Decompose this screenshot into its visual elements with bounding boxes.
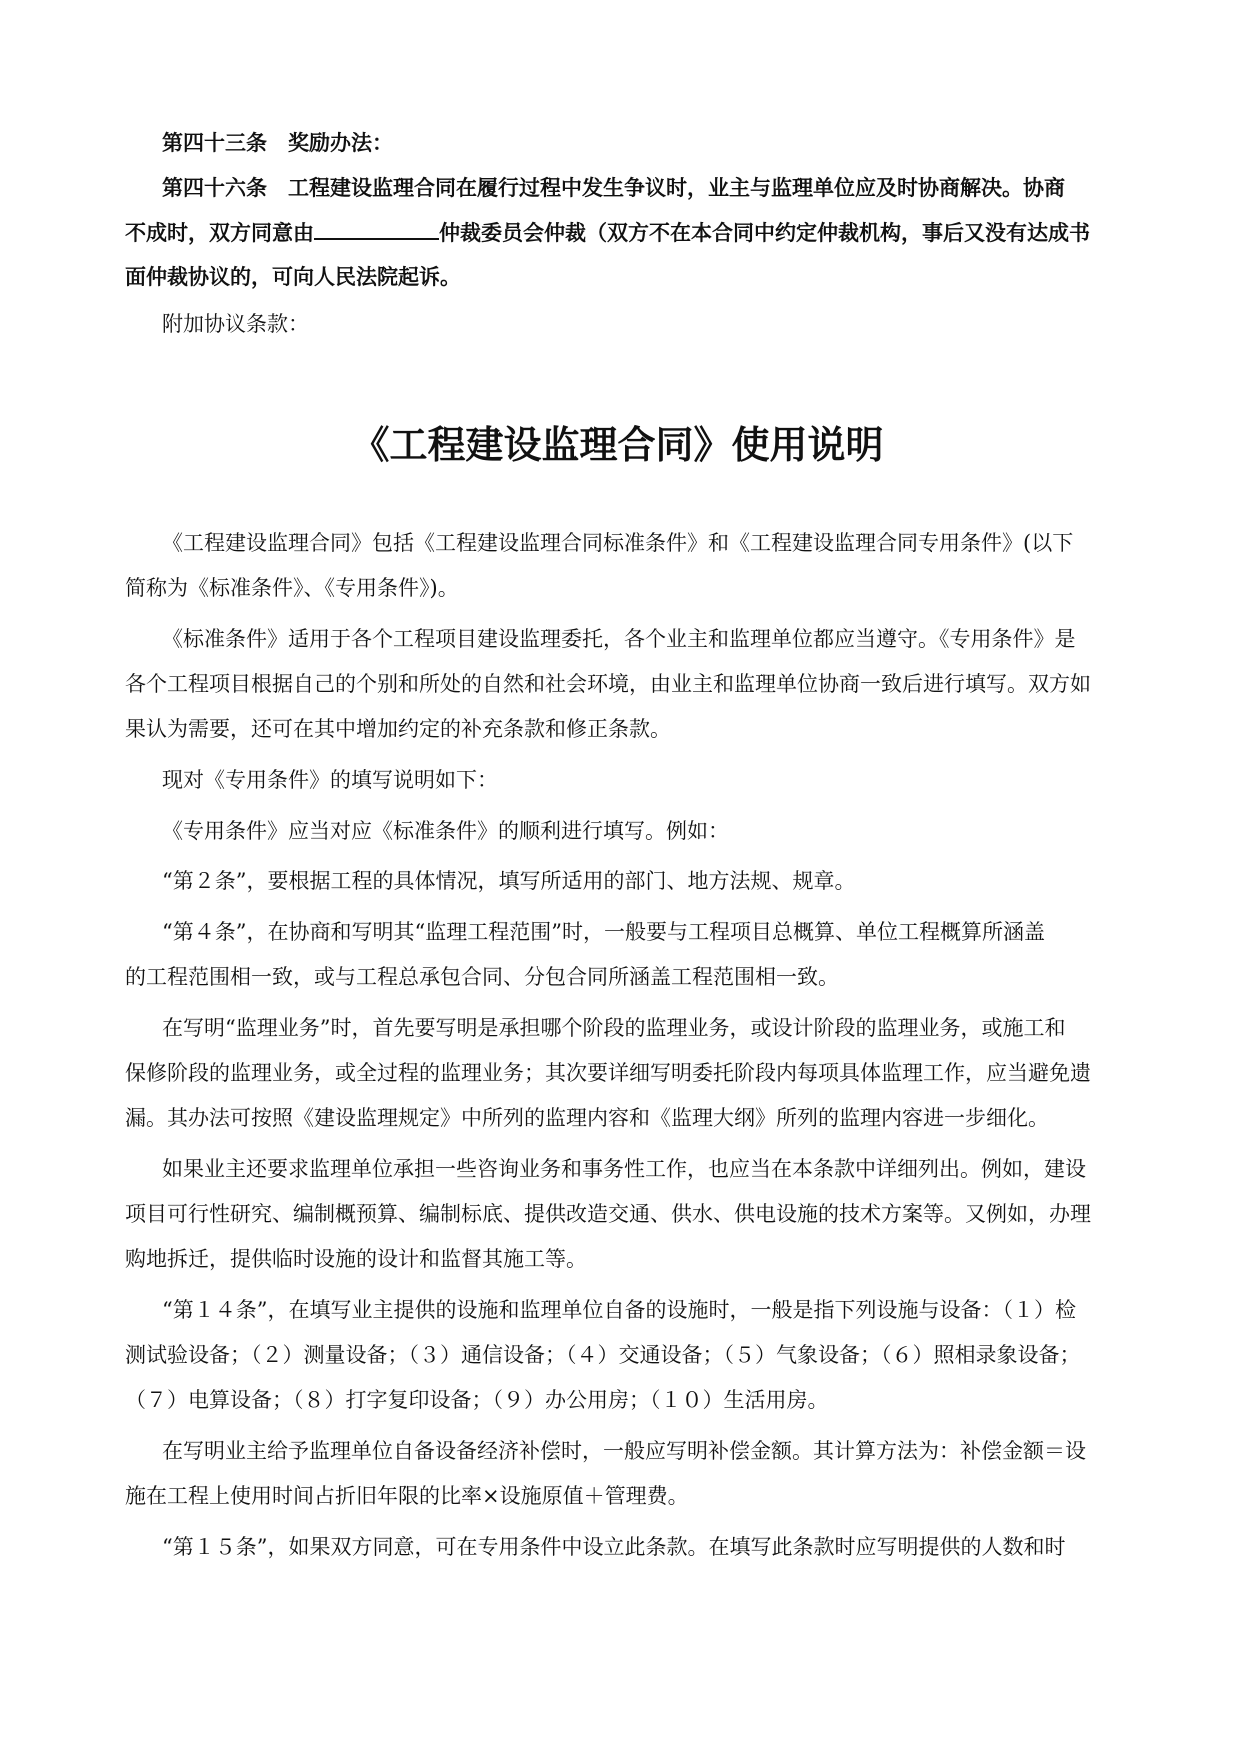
instruction-line: 简称为《标准条件》、《专用条件》)。 <box>125 576 459 600</box>
instruction-line: “第４条”，在协商和写明其“监理工程范围”时，一般要与工程项目总概算、单位工程概算所涵盖 <box>162 920 1045 944</box>
instruction-line: 测试验设备；（２）测量设备；（３）通信设备；（４）交通设备；（５）气象设备；（６）照相录象设备； <box>125 1343 1081 1367</box>
additional-terms: 附加协议条款： <box>162 312 309 336</box>
instructions-title: 《工程建设监理合同》使用说明 <box>351 423 884 467</box>
article-46-line-2-end: 仲裁委员会仲裁（双方不在本合同中约定仲裁机构，事后又没有达成书 <box>439 221 1090 245</box>
instruction-line: “第１５条”，如果双方同意，可在专用条件中设立此条款。在填写此条款时应写明提供的人数和时 <box>162 1535 1066 1559</box>
instruction-line: 在写明业主给予监理单位自备设备经济补偿时，一般应写明补偿金额。其计算方法为：补偿金额＝设 <box>162 1439 1086 1463</box>
instruction-line: 各个工程项目根据自己的个别和所处的自然和社会环境，由业主和监理单位协商一致后进行填写。双方如 <box>125 672 1091 696</box>
instruction-line: 漏。其办法可按照《建设监理规定》中所列的监理内容和《监理大纲》所列的监理内容进一步细化。 <box>125 1106 1049 1130</box>
instruction-line: 购地拆迁，提供临时设施的设计和监督其施工等。 <box>125 1247 587 1271</box>
instruction-line: 保修阶段的监理业务，或全过程的监理业务；其次要详细写明委托阶段内每项具体监理工作，应当避免遗 <box>125 1061 1091 1085</box>
instruction-line: 施在工程上使用时间占折旧年限的比率×设施原值＋管理费。 <box>125 1484 689 1508</box>
instruction-line: 项目可行性研究、编制概预算、编制标底、提供改造交通、供水、供电设施的技术方案等。又例如，办理 <box>125 1202 1091 1226</box>
arbitration-blank <box>314 218 439 240</box>
article-46-line-3: 面仲裁协议的，可向人民法院起诉。 <box>125 265 461 289</box>
article-43: 第四十三条 奖励办法： <box>162 131 393 155</box>
instruction-line: “第１４条”，在填写业主提供的设施和监理单位自备的设施时，一般是指下列设施与设备：（１）检 <box>162 1298 1076 1322</box>
instruction-line: 如果业主还要求监理单位承担一些咨询业务和事务性工作，也应当在本条款中详细列出。例如，建设 <box>162 1157 1086 1181</box>
instruction-line: 《标准条件》适用于各个工程项目建设监理委托，各个业主和监理单位都应当遵守。《专用条件》是 <box>162 627 1076 651</box>
instruction-line: 果认为需要，还可在其中增加约定的补充条款和修正条款。 <box>125 717 671 741</box>
instruction-line: “第２条”，要根据工程的具体情况，填写所适用的部门、地方法规、规章。 <box>162 869 856 893</box>
instruction-line: 《工程建设监理合同》包括《工程建设监理合同标准条件》和《工程建设监理合同专用条件》(以下 <box>162 531 1074 555</box>
instruction-line: 现对《专用条件》的填写说明如下： <box>162 768 498 792</box>
article-46-line-2-start: 不成时，双方同意由 <box>125 221 314 245</box>
instruction-line: （７）电算设备；（８）打字复印设备；（９）办公用房；（１０）生活用房。 <box>125 1388 829 1412</box>
instruction-line: 的工程范围相一致，或与工程总承包合同、分包合同所涵盖工程范围相一致。 <box>125 965 839 989</box>
article-46-line-1: 第四十六条 工程建设监理合同在履行过程中发生争议时，业主与监理单位应及时协商解决。协商 <box>162 176 1065 200</box>
article-46-line-2 <box>125 218 1090 248</box>
instruction-line: 在写明“监理业务”时，首先要写明是承担哪个阶段的监理业务，或设计阶段的监理业务，或施工和 <box>162 1016 1066 1040</box>
instruction-line: 《专用条件》应当对应《标准条件》的顺利进行填写。例如： <box>162 819 729 843</box>
